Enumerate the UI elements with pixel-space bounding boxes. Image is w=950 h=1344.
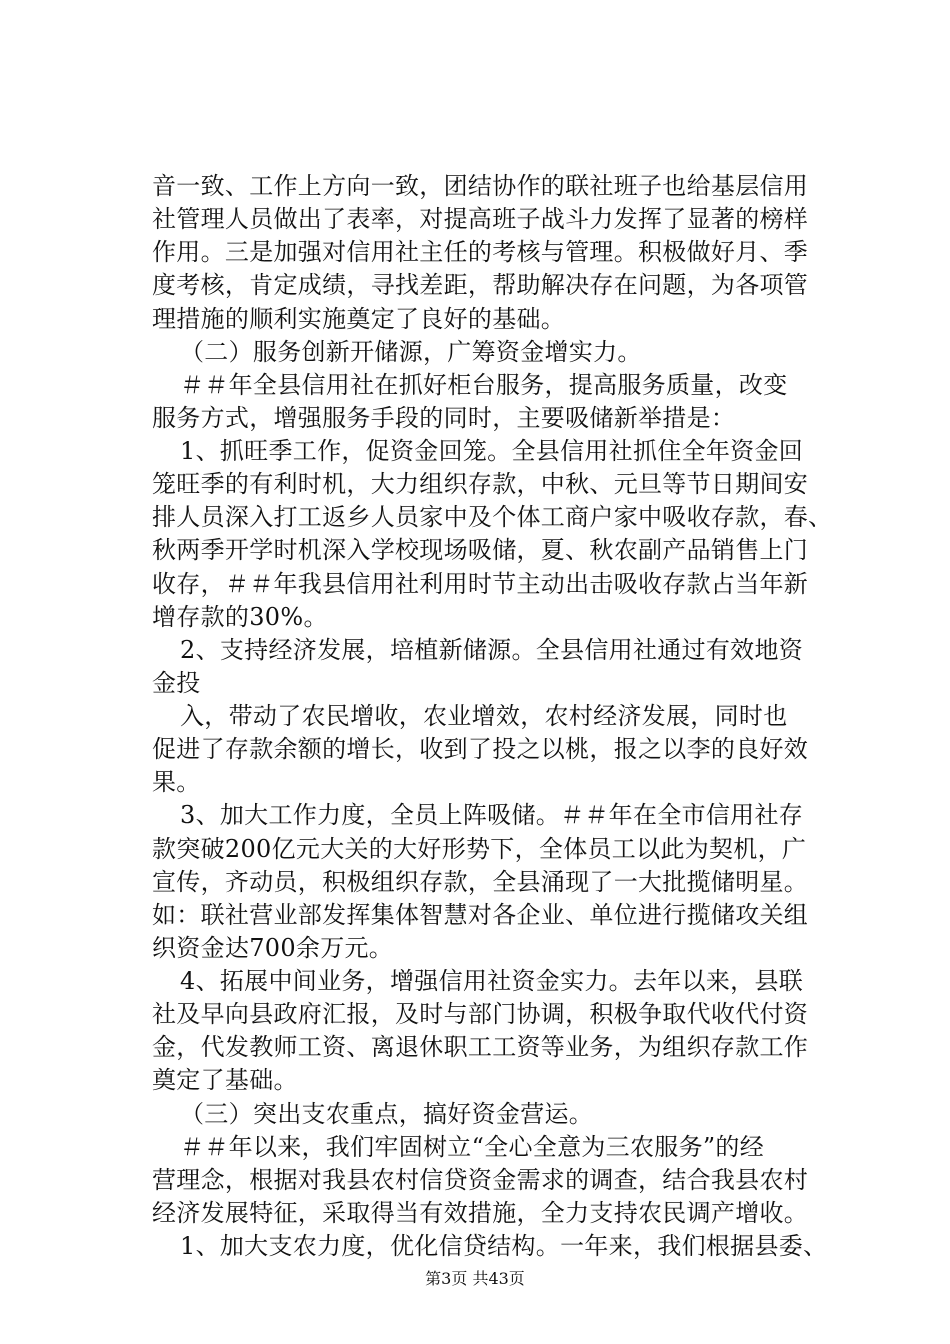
text-line: 社管理人员做出了表率，对提高班子战斗力发挥了显著的榜样 [152, 205, 809, 233]
text-line: 款突破200亿元大关的大好形势下，全体员工以此为契机，广 [152, 835, 807, 863]
text-line: 金投 [152, 669, 201, 697]
text-line: ＃＃年以来，我们牢固树立“全心全意为三农服务”的经 [180, 1133, 765, 1161]
text-line: 入，带动了农民增收，农业增效，农村经济发展，同时也 [180, 702, 788, 730]
text-line: 3、加大工作力度，全员上阵吸储。＃＃年在全市信用社存 [180, 801, 804, 829]
text-line: 理措施的顺利实施奠定了良好的基础。 [152, 305, 566, 333]
text-line: 1、加大支农力度，优化信贷结构。一年来，我们根据县委、 [180, 1232, 828, 1260]
text-line: 宣传，齐动员，积极组织存款，全县涌现了一大批揽储明星。 [152, 868, 809, 896]
text-line: 奠定了基础。 [152, 1066, 298, 1094]
text-line: 4、拓展中间业务，增强信用社资金实力。去年以来，县联 [180, 967, 804, 995]
text-line: 收存，＃＃年我县信用社利用时节主动出击吸收存款占当年新 [152, 570, 809, 598]
text-line: 1、抓旺季工作，促资金回笼。全县信用社抓住全年资金回 [180, 437, 804, 465]
text-line: 2、支持经济发展，培植新储源。全县信用社通过有效地资 [180, 636, 804, 664]
text-line: 促进了存款余额的增长，收到了投之以桃，报之以李的良好效 [152, 735, 809, 763]
text-line: 经济发展特征，采取得当有效措施，全力支持农民调产增收。 [152, 1199, 809, 1227]
page-number: 第3页 共43页 [425, 1269, 525, 1288]
text-line: 作用。三是加强对信用社主任的考核与管理。积极做好月、季 [152, 238, 809, 266]
text-line: ＃＃年全县信用社在抓好柜台服务，提高服务质量，改变 [180, 371, 788, 399]
text-line: 度考核，肯定成绩，寻找差距，帮助解决存在问题，为各项管 [152, 271, 809, 299]
text-line: 排人员深入打工返乡人员家中及个体工商户家中吸收存款，春、 [152, 503, 833, 531]
section-heading: （二）服务创新开储源，广筹资金增实力。 [180, 338, 642, 366]
text-line: 服务方式，增强服务手段的同时，主要吸储新举措是： [152, 404, 736, 432]
text-line: 营理念，根据对我县农村信贷资金需求的调查，结合我县农村 [152, 1166, 809, 1194]
text-line: 金，代发教师工资、离退休职工工资等业务，为组织存款工作 [152, 1033, 809, 1061]
text-line: 秋两季开学时机深入学校现场吸储，夏、秋农副产品销售上门 [152, 536, 809, 564]
text-line: 果。 [152, 768, 201, 796]
text-line: 音一致、工作上方向一致，团结协作的联社班子也给基层信用 [152, 172, 809, 200]
text-line: 笼旺季的有利时机，大力组织存款，中秋、元旦等节日期间安 [152, 470, 809, 498]
text-line: 社及早向县政府汇报，及时与部门协调，积极争取代收代付资 [152, 1000, 809, 1028]
section-heading: （三）突出支农重点，搞好资金营运。 [180, 1100, 594, 1128]
text-line: 如：联社营业部发挥集体智慧对各企业、单位进行揽储攻关组 [152, 901, 809, 929]
text-line: 增存款的30%。 [152, 603, 328, 631]
text-line: 织资金达700余万元。 [152, 934, 394, 962]
